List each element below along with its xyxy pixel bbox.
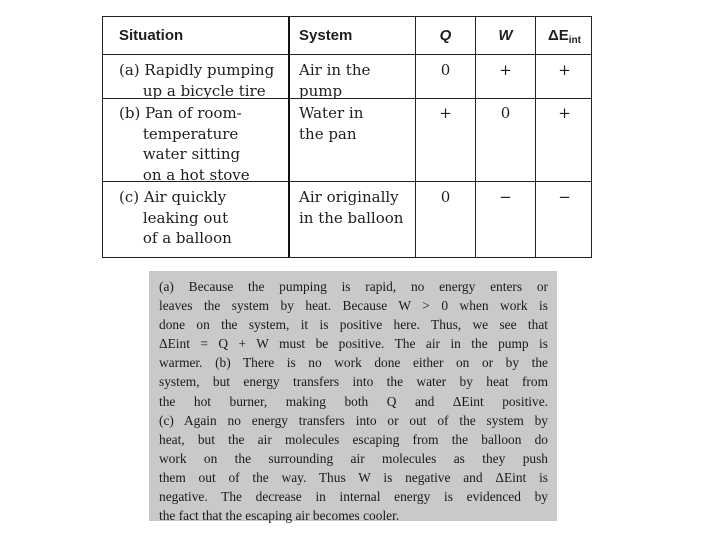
header-w: W	[498, 27, 513, 44]
header-q: Q	[439, 27, 452, 44]
explanation-box	[149, 271, 557, 524]
header-situation: Situation	[119, 27, 184, 44]
explanation-line: done on the system, it is positive here. Thus, we see that	[159, 317, 548, 333]
row-c-w: −	[499, 188, 512, 206]
row-b-delta: +	[558, 104, 571, 122]
row-b-situation: (b) Pan of room- temperature water sitting on a hot stove	[119, 104, 250, 184]
explanation-line: warmer. (b) There is no work done either on or by the	[159, 355, 548, 371]
explanation-line: them out of the way. Thus W is negative and ΔEint is	[159, 469, 548, 485]
explanation-line: heat, but the air molecules escaping from the balloon do	[159, 431, 548, 447]
explanation-line: negative. The decrease in internal energy is evidenced by	[159, 489, 548, 505]
header-delta-e-int: $\Delta E_{int}$	[547, 27, 581, 46]
column-divider-system	[415, 17, 416, 257]
explanation-line: (a) Because the pumping is rapid, no energy enters or	[159, 279, 548, 294]
row-c-delta: −	[558, 188, 571, 206]
row-b-system: Water in the pan	[299, 104, 364, 143]
row-a-q: 0	[440, 61, 451, 79]
column-divider-situation	[288, 17, 290, 257]
explanation-line: work on the surrounding air molecules as they push	[159, 450, 548, 466]
row-c-q: 0	[440, 188, 451, 206]
row-a-delta: +	[558, 61, 571, 79]
column-divider-q	[475, 17, 476, 257]
explanation-line: system, but energy transfers into the water by heat from	[159, 374, 548, 390]
explanation-line: the fact that the escaping air becomes cooler.	[159, 508, 400, 524]
explanation-line: leaves the system by heat. Because W > 0 when work is	[159, 298, 548, 314]
header-system: System	[299, 27, 353, 44]
row-c-system: Air originally in the balloon	[299, 188, 404, 227]
row-a-system: Air in the pump	[299, 61, 371, 100]
explanation-line: the hot burner, making both Q and ΔEint positive.	[159, 393, 548, 409]
row-b-q: +	[439, 104, 452, 122]
explanation-line: ΔEint = Q + W must be positive. The air in the pump is	[159, 336, 548, 352]
row-b-w: 0	[500, 104, 511, 122]
row-a-situation: (a) Rapidly pumping up a bicycle tire	[119, 61, 275, 100]
row-c-situation: (c) Air quickly leaking out of a balloon	[119, 188, 232, 247]
row-a-w: +	[499, 61, 512, 79]
thermo-table	[102, 16, 592, 258]
explanation-line: (c) Again no energy transfers into or out of the system by	[159, 412, 548, 428]
header-divider	[103, 54, 591, 55]
column-divider-w	[535, 17, 536, 257]
